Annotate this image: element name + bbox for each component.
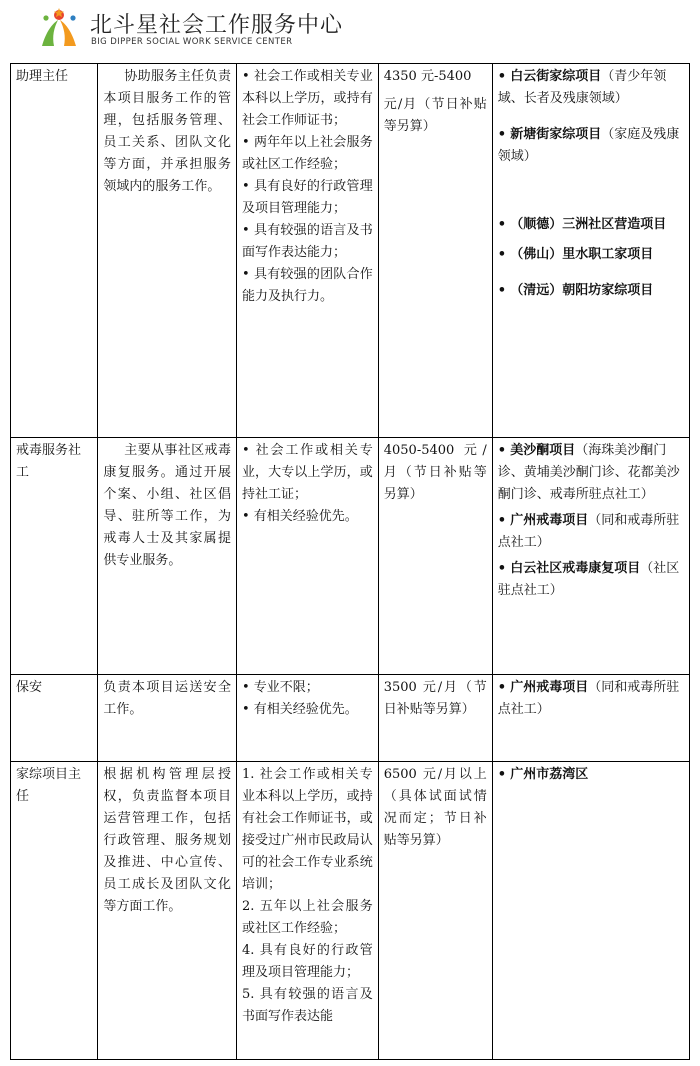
project-name: （佛山）里水职工家项目 <box>510 247 654 262</box>
list-item <box>498 244 684 266</box>
requirements-cell <box>236 438 378 675</box>
position-cell <box>11 675 98 762</box>
project-detail: （社区驻点社工） <box>497 561 680 598</box>
projects-cell <box>492 64 689 438</box>
duties-text: 协助服务主任负责本项目服务工作的管理，包括服务管理、员工关系、团队文化等方面，并承担服务领域内的服务工作。 <box>103 69 231 194</box>
table-row <box>11 675 690 762</box>
job-table <box>10 63 690 1060</box>
bullet-icon: • <box>497 561 507 576</box>
project-detail: （同和戒毒所驻点社工） <box>497 513 680 550</box>
requirement-item: • 社会工作或相关专业本科以上学历，或持有社会工作师证书； <box>241 69 373 128</box>
list-item <box>498 66 684 110</box>
salary-text: 4350 元-5400 <box>383 69 472 84</box>
list-item <box>498 124 684 168</box>
requirement-item: • 具有较强的团队合作能力及执行力。 <box>241 267 373 304</box>
list-item <box>498 214 684 236</box>
salary-text: 元/月（节日补贴等另算） <box>383 97 487 134</box>
org-name: 北斗星社会工作服务中心 <box>90 13 344 38</box>
requirement-item: 4. 具有良好的行政管理及项目管理能力； <box>241 943 373 980</box>
position-name: 家综项目主任 <box>16 767 82 804</box>
projects-cell <box>492 675 689 762</box>
bullet-icon: • <box>497 513 507 528</box>
salary-cell <box>378 762 492 1060</box>
project-name: （顺德）三洲社区营造项目 <box>510 217 667 232</box>
table-row <box>11 762 690 1060</box>
duties-text: 负责本项目运送安全工作。 <box>103 680 231 717</box>
bullet-icon: • <box>497 443 507 458</box>
list-item <box>498 280 684 302</box>
duties-cell <box>98 438 237 675</box>
position-name: 保安 <box>16 680 43 695</box>
requirement-item: 2. 五年以上社会服务或社区工作经验； <box>241 899 373 936</box>
requirement-item: • 两年年以上社会服务或社区工作经验； <box>241 135 373 172</box>
salary-cell <box>378 438 492 675</box>
duties-text: 主要从事社区戒毒康复服务。通过开展个案、小组、社区倡导、驻所等工作，为戒毒人士及其家属提供专业服务。 <box>103 443 231 568</box>
duties-text: 根据机构管理层授权，负责监督本项目运营管理工作，包括行政管理、服务规划及推进、中心宣传、员工成长及团队文化等方面工作。 <box>103 767 231 914</box>
table-row <box>11 438 690 675</box>
org-name-english: BIG DIPPER SOCIAL WORK SERVICE CENTER <box>91 37 293 47</box>
salary-text: 3500 元/月（节日补贴等另算） <box>383 680 487 717</box>
project-name: 白云社区戒毒康复项目 <box>510 561 641 576</box>
project-name: （清远）朝阳坊家综项目 <box>510 283 654 298</box>
salary-cell <box>378 64 492 438</box>
table-row <box>11 64 690 438</box>
position-name: 助理主任 <box>16 69 69 84</box>
list-item <box>498 440 684 506</box>
salary-text: 4050-5400 元/月（节日补贴等另算） <box>383 443 487 502</box>
duties-cell <box>98 64 237 438</box>
project-name: 广州市荔湾区 <box>510 767 589 782</box>
requirement-item: 5. 具有较强的语言及书面写作表达能 <box>241 987 373 1024</box>
requirement-item: • 具有较强的语言及书面写作表达能力； <box>241 223 373 260</box>
list-item <box>498 677 684 721</box>
position-cell <box>11 64 98 438</box>
requirement-item: • 有相关经验优先。 <box>241 702 358 717</box>
requirement-item: • 专业不限； <box>241 680 319 695</box>
requirement-item: • 社会工作或相关专业，大专以上学历，或持社工证； <box>241 443 373 502</box>
requirement-item: • 具有良好的行政管理及项目管理能力； <box>241 179 373 216</box>
bullet-icon: • <box>497 283 507 298</box>
requirement-item: 1. 社会工作或相关专业本科以上学历，或持有社会工作师证书，或接受过广州市民政局认可的社会工作专业系统培训； <box>241 767 373 892</box>
list-item <box>498 510 684 554</box>
bullet-icon: • <box>497 217 507 232</box>
requirements-cell <box>236 762 378 1060</box>
bullet-icon: • <box>497 247 507 262</box>
requirements-cell <box>236 64 378 438</box>
bullet-icon: • <box>497 69 507 84</box>
projects-cell <box>492 762 689 1060</box>
bullet-icon: • <box>497 767 507 782</box>
project-detail: （家庭及残康领域） <box>497 127 680 164</box>
salary-text: 6500 元/月以上（具体试面试情况而定；节日补贴等另算） <box>383 767 487 848</box>
bullet-icon: • <box>497 680 507 695</box>
requirement-item: • 有相关经验优先。 <box>241 509 358 524</box>
project-detail: （同和戒毒所驻点社工） <box>497 680 680 717</box>
bullet-icon: • <box>497 127 507 142</box>
project-detail: （青少年领域、长者及残康领域） <box>497 69 667 106</box>
project-name: 广州戒毒项目 <box>510 513 589 528</box>
page-header <box>0 0 700 62</box>
salary-cell <box>378 675 492 762</box>
position-cell <box>11 438 98 675</box>
big-dipper-logo-icon <box>36 6 84 52</box>
project-name: 白云街家综项目 <box>510 69 602 84</box>
list-item <box>498 764 684 786</box>
list-item <box>498 558 684 602</box>
project-name: 广州戒毒项目 <box>510 680 589 695</box>
projects-cell <box>492 438 689 675</box>
duties-cell <box>98 762 237 1060</box>
duties-cell <box>98 675 237 762</box>
project-name: 新塘街家综项目 <box>510 127 602 142</box>
position-cell <box>11 762 98 1060</box>
requirements-cell <box>236 675 378 762</box>
project-detail: （海珠美沙酮门诊、黄埔美沙酮门诊、花都美沙酮门诊、戒毒所驻点社工） <box>497 443 680 502</box>
position-name: 戒毒服务社工 <box>16 443 82 480</box>
project-name: 美沙酮项目 <box>510 443 576 458</box>
